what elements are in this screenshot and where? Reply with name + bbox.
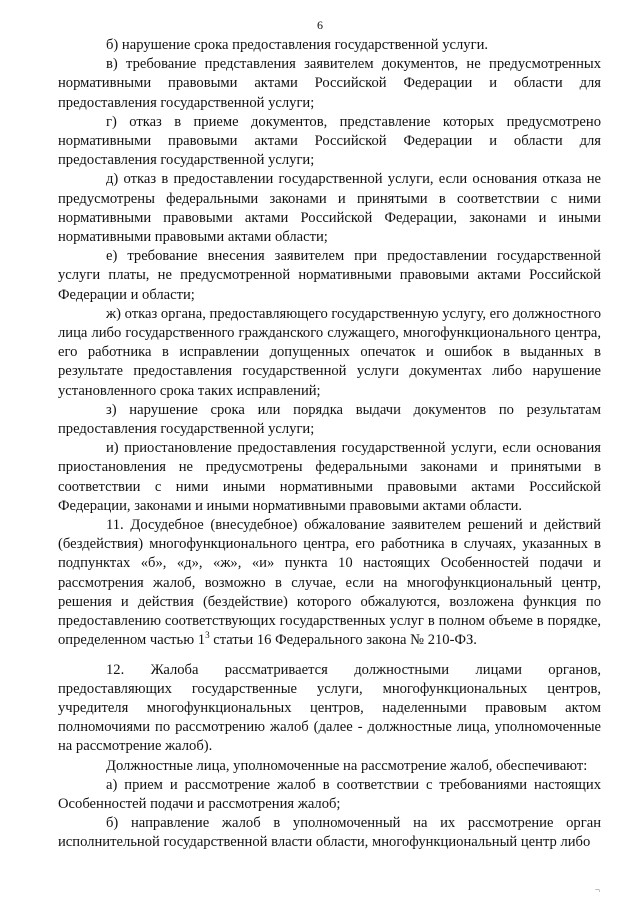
clause-g: г) отказ в приеме документов, представление которых предусмотрено нормативными правовыми актами Российской Федерации и области для предоставления государственной услуги; <box>58 113 601 169</box>
paragraph-11 <box>58 516 601 650</box>
officials-duties-intro: Должностные лица, уполномоченные на рассмотрение жалоб, обеспечивают: <box>106 757 588 774</box>
clause-zh: ж) отказ органа, предоставляющего государственную услугу, его должностного лица либо государственного гражданского служащего, многофункционального центра, его работника в исправлении допущенных опечаток и ошибок в выданных в результате предоставления государственной услуги документах либо нарушение установленного срока таких исправлений; <box>58 305 601 399</box>
duty-a: а) прием и рассмотрение жалоб в соответствии с требованиями настоящих Особенностей подачи и рассмотрения жалоб; <box>58 776 601 812</box>
paragraph-11-superscript: 3 <box>205 630 210 641</box>
clause-b: б) нарушение срока предоставления государственной услуги. <box>106 37 489 53</box>
duty-b: б) направление жалоб в уполномоченный на их рассмотрение орган исполнительной государственной власти области, многофункциональный центр либо <box>58 815 601 851</box>
clause-z: з) нарушение срока или порядка выдачи документов по результатам предоставления государственной услуги; <box>58 401 601 438</box>
scan-mark: ¬ <box>594 885 600 895</box>
clause-i: и) приостановление предоставления государственной услуги, если основания приостановления не предусмотрены федеральными законами и принятыми в соответствии с ними иными нормативными правовыми актами Российской Федерации, законами и иными нормативными правовыми актами области. <box>58 440 601 514</box>
document-body <box>58 36 601 853</box>
paragraph-12: 12. Жалоба рассматривается должностными лицами органов, предоставляющих государственные услуги, многофункциональных центров, учредителя многофункциональных центров, наделенными правовым актом полномочиями по рассмотрению жалоб (далее - должностные лица, уполномоченные на рассмотрение жалоб). <box>58 661 601 755</box>
paragraph-11-tail: статьи 16 Федерального закона № 210-ФЗ. <box>209 632 477 649</box>
clause-d: д) отказ в предоставлении государственной услуги, если основания отказа не предусмотрены федеральными законами и принятыми в соответствии с ними нормативными правовыми актами Российской Федерации, законами и иными нормативными правовыми актами области; <box>58 171 601 246</box>
page-number: 6 <box>317 18 323 32</box>
clause-e: е) требование внесения заявителем при предоставлении государственной услуги платы, не предусмотренной нормативными правовыми актами Российской Федерации и области; <box>58 248 601 303</box>
paragraph-gap <box>58 651 601 661</box>
clause-v: в) требование представления заявителем документов, не предусмотренных нормативными правовыми актами Российской Федерации и области для предоставления государственной услуги; <box>58 56 601 111</box>
paragraph-11-text: 11. Досудебное (внесудебное) обжалование заявителем решений и действий (бездействия) многофункционального центра, его работника в случаях, указанных в подпунктах «б», «д», «ж», «и» пункта 10 настоящих Особенностей подачи и рассмотрения жалоб, возможно в случае, если на многофункциональный центр, решения и действия (бездействие) которого обжалуются, возложена функция по предоставлению соответствующих государственных услуг в полном объеме в порядке, определенном частью 1 <box>58 517 601 649</box>
